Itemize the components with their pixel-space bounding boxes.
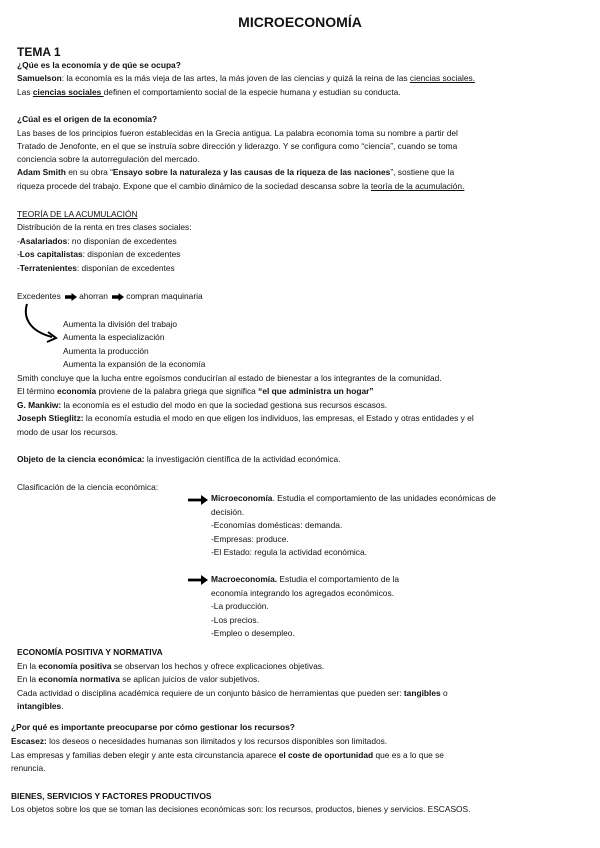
question-what-is-economy: ¿Qúe es la economía y de qúe se ocupa? — [17, 60, 181, 70]
object-of-economic-science: Objeto de la ciencia económica: la investigación científica de la actividad económica. — [17, 454, 341, 464]
class-landowners: -Terratenientes: disponían de excedentes — [17, 263, 175, 273]
samuelson-definition: Samuelson: la economía es la más vieja de las artes, la más joven de las ciencias y quizá la reina de las ciencias sociales. — [17, 73, 476, 83]
right-arrow-icon — [188, 495, 208, 505]
effect-economic-expansion: Aumenta la expansión de la economía — [63, 359, 206, 369]
normative-economics-line: En la economía normativa se aplican juicios de valor subjetivos. — [17, 674, 260, 684]
section-title-tema-1: TEMA 1 — [17, 45, 61, 59]
macro-item-production: -La producción. — [211, 601, 269, 611]
effect-specialization: Aumenta la especialización — [63, 332, 165, 342]
macroeconomics-definition-continued: economía integrando los agregados económicos. — [211, 588, 394, 598]
microeconomics-definition-continued: decisión. — [211, 507, 245, 517]
origin-paragraph-line-1: Las bases de los principios fueron establecidas en la Grecia antigua. La palabra economía toma su nombre a partir del — [17, 128, 458, 138]
microeconomics-definition: Microeconomía. Estudia el comportamiento de las unidades económicas de — [211, 493, 496, 503]
scarcity-line: Escasez: los deseos o necesidades humanas son ilimitados y los recursos disponibles son limitados. — [11, 736, 388, 746]
origin-paragraph-line-2: Tratado de Jenofonte, en el que se instruía sobre dirección y liderazgo. Y se configura como “ciencia”, cuando se toma — [17, 141, 458, 151]
classification-intro: Clasificación de la ciencia económica: — [17, 482, 159, 492]
right-arrow-icon — [112, 293, 124, 301]
opportunity-cost-line-continued: renuncia. — [11, 763, 46, 773]
opportunity-cost-line: Las empresas y familias deben elegir y ante esta circunstancia aparece el coste de oportunidad que es a lo que se — [11, 750, 444, 760]
class-wage-earners: -Asalariados: no disponían de excedentes — [17, 236, 177, 246]
social-sciences-definition: Las ciencias sociales definen el comportamiento social de la especie humana y estudian su conducta. — [17, 87, 401, 97]
right-arrow-icon — [188, 575, 208, 585]
micro-item-households: -Economías domésticas: demanda. — [211, 520, 343, 530]
micro-item-companies: -Empresas: produce. — [211, 534, 289, 544]
surplus-flow: Excedentes ahorran compran maquinaria — [17, 291, 203, 301]
micro-item-state: -El Estado: regula la actividad económica. — [211, 547, 367, 557]
income-distribution-intro: Distribución de la renta en tres clases sociales: — [17, 222, 192, 232]
question-origin-of-economy: ¿Cúal es el origen de la economía? — [17, 114, 158, 124]
adam-smith-line: Adam Smith en su obra “Ensayo sobre la naturaleza y las causas de la riqueza de las naciones”, sostiene que la — [17, 167, 455, 177]
effect-division-of-labor: Aumenta la división del trabajo — [63, 319, 178, 329]
right-arrow-icon — [65, 293, 77, 301]
goods-services-heading: BIENES, SERVICIOS Y FACTORES PRODUCTIVOS — [11, 791, 212, 801]
question-resource-management: ¿Por qué es importante preocuparse por cómo gestionar los recursos? — [11, 722, 295, 732]
mankiw-definition: G. Mankiw: la economía es el estudio del modo en que la sociedad gestiona sus recursos escasos. — [17, 400, 388, 410]
tools-line: Cada actividad o disciplina académica requiere de un conjunto básico de herramientas que pueden ser: tangibles o — [17, 688, 448, 698]
accumulation-theory-heading: TEORÍA DE LA ACUMULACIÓN — [17, 209, 138, 219]
stiglitz-definition: Joseph Stieglitz: la economía estudia el modo en que eligen los individuos, las empresas, el Estado y otras entidades y el — [17, 413, 474, 423]
origin-paragraph-line-3: conciencia sobre la autorregulación del mercado. — [17, 154, 200, 164]
class-capitalists: -Los capitalistas: disponían de excedentes — [17, 249, 181, 259]
positive-economics-line: En la economía positiva se observan los hechos y ofrece explicaciones objetivas. — [17, 661, 325, 671]
stiglitz-definition-continued: modo de usar los recursos. — [17, 427, 119, 437]
economy-term-origin: El término economía proviene de la palabra griega que significa “el que administra un hogar” — [17, 386, 374, 396]
smith-conclusion: Smith concluye que la lucha entre egoísmos conducirían al estado de bienestar a los integrantes de la comunidad. — [17, 373, 442, 383]
wealth-from-labor-line: riqueza procede del trabajo. Expone que el cambio dinámico de la sociedad descansa sobre la teoría de la acumulación. — [17, 181, 465, 191]
macro-item-prices: -Los precios. — [211, 615, 259, 625]
page-title: MICROECONOMÍA — [238, 14, 362, 30]
positive-normative-heading: ECONOMÍA POSITIVA Y NORMATIVA — [17, 647, 163, 657]
macroeconomics-definition: Macroeconomía. Estudia el comportamiento de la — [211, 574, 400, 584]
tools-line-continued: intangibles. — [17, 701, 64, 711]
curved-arrow-icon — [22, 303, 62, 345]
goods-services-line: Los objetos sobre los que se toman las decisiones económicas son: los recursos, productos, bienes y servicios. ESCASOS. — [11, 804, 471, 814]
effect-production: Aumenta la producción — [63, 346, 149, 356]
macro-item-employment: -Empleo o desempleo. — [211, 628, 295, 638]
